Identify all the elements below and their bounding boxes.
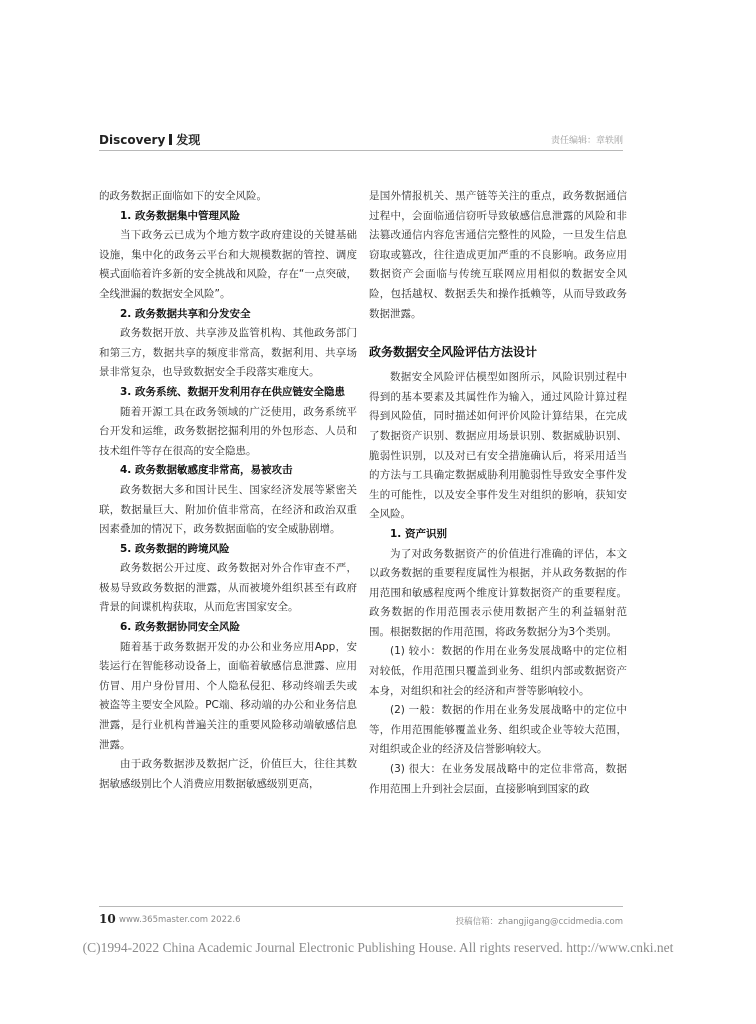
- paragraph: 随着基于政务数据开发的办公和业务应用App，安装运行在智能移动设备上，面临着敏感信息泄露、应用仿冒、用户身份冒用、个人隐私侵犯、移动终端丢失或被盗等主要安全风险。PC端、移动端的办公和业务信息泄露，是行业机构普遍关注的重要风险移动端敏感信息泄露。: [99, 640, 357, 751]
- site-and-issue: www.365master.com 2022.6: [119, 915, 241, 925]
- page-footer: [99, 912, 623, 928]
- paragraph: 政务数据公开过度、政务数据对外合作审查不严，极易导致政务数据的泄露，从而被境外组织甚至有政府背景的间谍机构获取，从而危害国家安全。: [99, 562, 357, 614]
- subsection-heading: 1. 资产识别: [390, 527, 447, 540]
- footer-rule: [99, 906, 623, 907]
- right-column: [369, 187, 627, 799]
- subsection-heading: 4. 政务数据敏感度非常高，易被攻击: [120, 464, 293, 477]
- paragraph: 的政务数据正面临如下的安全风险。: [99, 190, 267, 202]
- subsection-heading: 1. 政务数据集中管理风险: [120, 209, 240, 222]
- section-divider-bar: [169, 134, 172, 145]
- copyright-notice: (C)1994-2022 China Academic Journal Electronic Publishing House. All rights reserved. http://www.cnki.net: [82, 940, 674, 955]
- page-header: [99, 131, 623, 149]
- paragraph: 为了对政务数据资产的价值进行准确的评估，本文以政务数据的重要程度属性为根据，并从政务数据的作用范围和敏感程度两个维度计算数据资产的重要程度。政务数据的作用范围表示使用数据产生的利益辐射范围。根据数据的作用范围，将政务数据分为3个类别。: [369, 547, 627, 638]
- subsection-heading: 2. 政务数据共享和分发安全: [120, 307, 251, 320]
- subsection-heading: 3. 政务系统、数据开发利用存在供应链安全隐患: [120, 385, 345, 398]
- paragraph: (1) 较小：数据的作用在业务发展战略中的定位相对较低，作用范围只覆盖到业务、组织内部或数据资产本身，对组织和社会的经济和声誉等影响较小。: [369, 645, 627, 697]
- paragraph: 政务数据开放、共享涉及监管机构、其他政务部门和第三方，数据共享的频度非常高，数据利用、共享场景非常复杂，也导致数据安全手段落实难度大。: [99, 327, 357, 379]
- header-rule: [99, 150, 623, 151]
- subsection-heading: 5. 政务数据的跨境风险: [120, 542, 230, 555]
- subsection-heading: 6. 政务数据协同安全风险: [120, 621, 240, 634]
- paragraph: 政务数据大多和国计民生、国家经济发展等紧密关联，数据量巨大、附加价值非常高，在经济和政治双重因素叠加的情况下，政务数据面临的安全威胁剧增。: [99, 483, 357, 536]
- paragraph: 由于政务数据涉及数据广泛，价值巨大，往往其数据敏感级别比个人消费应用数据敏感级别更高，: [99, 758, 357, 790]
- section-heading: 政务数据安全风险评估方法设计: [369, 345, 538, 360]
- submission-email: 投稿信箱：zhangjigang@ccidmedia.com: [455, 917, 623, 927]
- section-tag: [99, 131, 200, 148]
- paragraph: 当下政务云已成为个地方数字政府建设的关键基础设施，集中化的政务云平台和大规模数据的管控、调度模式面临着许多新的安全挑战和风险，存在“一点突破，全线泄漏的数据安全风险”。: [99, 229, 357, 300]
- paragraph: 随着开源工具在政务领域的广泛使用，政务系统平台开发和运维，政务数据挖掘利用的外包形态、人员和技术组件等存在很高的安全隐患。: [99, 405, 357, 457]
- paragraph: 数据安全风险评估模型如图所示，风险识别过程中得到的基本要素及其属性作为输入，通过风险计算过程得到风险值，同时描述如何评价风险计算结果，在完成了数据资产识别、数据应用场景识别、数据威胁识别、脆弱性识别，以及对已有安全措施确认后，将采用适当的方法与工具确定数据威胁利用脆弱性导致安全事件发生的可能性，以及安全事件发生对组织的影响，获知安全风险。: [369, 371, 627, 521]
- responsible-editor: 责任编辑：章轶刚: [550, 136, 623, 146]
- section-name-cn: 发现: [176, 133, 201, 147]
- left-column: [99, 187, 357, 794]
- section-name-en: Discovery: [99, 133, 166, 147]
- paragraph: (2) 一般：数据的作用在业务发展战略中的定位中等，作用范围能够覆盖业务、组织或企业等较大范围，对组织或企业的经济及信誉影响较大。: [369, 704, 627, 756]
- page-number: 10: [99, 912, 116, 926]
- paragraph: 是国外情报机关、黑产链等关注的重点，政务数据通信过程中，会面临通信窃听导致敏感信息泄露的风险和非法篡改通信内容危害通信完整性的风险，一旦发生信息窃取或篡改，往往造成更加严重的不良影响。政务应用数据资产会面临与传统互联网应用相似的数据安全风险，包括越权、数据丢失和操作抵赖等，从而导致政务数据泄露。: [369, 190, 627, 320]
- paragraph: (3) 很大：在业务发展战略中的定位非常高，数据作用范围上升到社会层面，直接影响到国家的政: [369, 763, 627, 795]
